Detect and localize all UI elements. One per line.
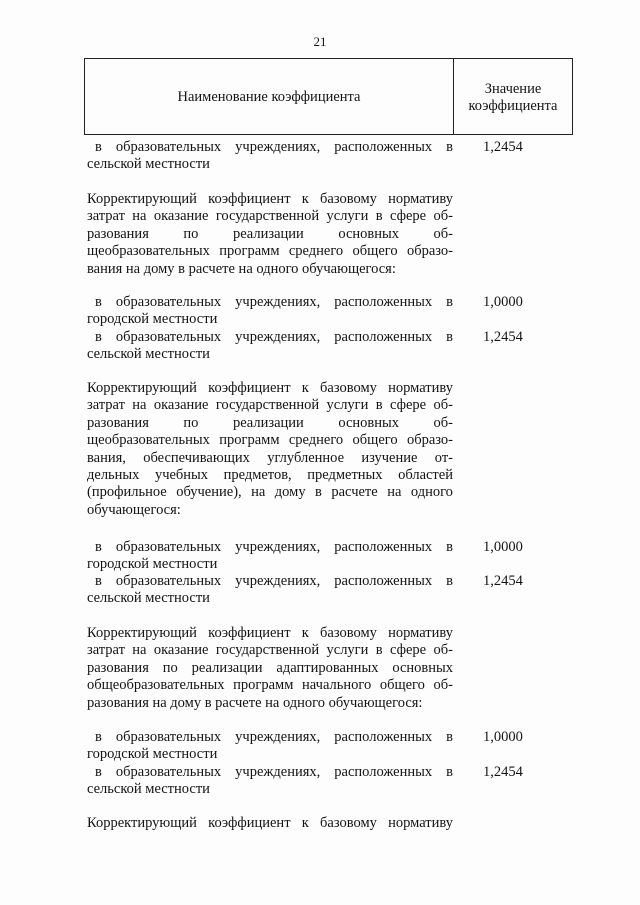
row-label: в образовательных учреждениях, расположенных в городской местности	[87, 294, 453, 328]
column-header-value-line2: коэффициента	[468, 97, 558, 114]
row-value: 1,0000	[483, 729, 523, 745]
column-header-name: Наименование коэффициента	[177, 89, 361, 105]
column-header-value	[454, 59, 572, 136]
row-label: в образовательных учреждениях, расположенных в городской местности	[87, 729, 453, 763]
row-value: 1,2454	[483, 329, 523, 345]
coefficient-description: Корректирующий коэффициент к базовому нормативу затрат на оказание государственной услуги в сфере об- разования по реализации адаптированных основных общеобразовательных программ начального общего об- разования на дому в расчете на одного обучающегося:	[87, 625, 453, 711]
row-label: в образовательных учреждениях, расположенных в сельской местности	[87, 573, 453, 607]
row-value: 1,0000	[483, 539, 523, 555]
row-label: в образовательных учреждениях, расположенных в городской местности	[87, 539, 453, 573]
row-value: 1,0000	[483, 294, 523, 310]
row-label: в образовательных учреждениях, расположенных в сельской местности	[87, 139, 453, 173]
column-header-value-line1: Значение	[484, 80, 542, 97]
page-number: 21	[313, 34, 327, 49]
row-label: в образовательных учреждениях, расположенных в сельской местности	[87, 764, 453, 798]
coefficient-description: Корректирующий коэффициент к базовому нормативу затрат на оказание государственной услуги в сфере об- разования по реализации основных об- щеобразовательных программ среднего общего образо- вания на дому в расчете на одного обучающегося:	[87, 191, 453, 277]
row-value: 1,2454	[483, 573, 523, 589]
row-label: в образовательных учреждениях, расположенных в сельской местности	[87, 329, 453, 363]
row-value: 1,2454	[483, 139, 523, 155]
coefficient-description: Корректирующий коэффициент к базовому нормативу	[87, 815, 453, 831]
coefficient-description: Корректирующий коэффициент к базовому нормативу затрат на оказание государственной услуги в сфере об- разования по реализации основных об- щеобразовательных программ среднего общего образо- вания, обеспечивающих углубленное изучение от- дельных учебных предметов, предметных областей (профильное обучение), на дому в расчете на одного обучающегося:	[87, 380, 453, 518]
row-value: 1,2454	[483, 764, 523, 780]
table-header	[84, 58, 573, 135]
